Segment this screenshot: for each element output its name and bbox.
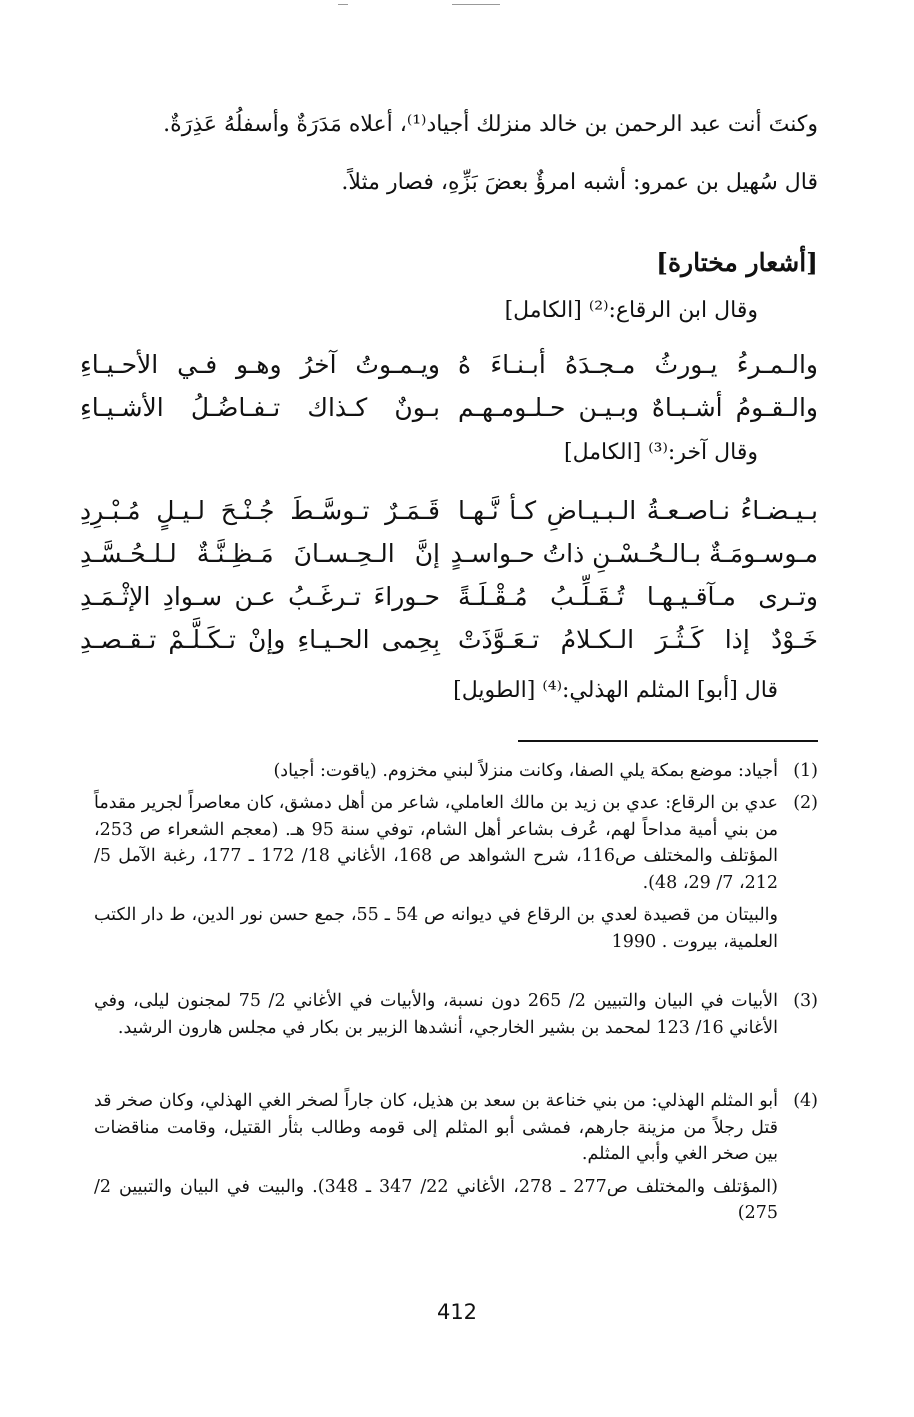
footnote-text: أجياد: موضع بمكة يلي الصفا، وكانت منزلاً لبني مخزوم. (ياقوت: أجياد) — [273, 761, 778, 781]
footnote — [94, 758, 818, 785]
verse-first-hemistich: والـمـرءُ يـورثُ مـجـدَهُ أبـنـاءَ هُ — [458, 350, 818, 379]
scan-mark — [338, 4, 348, 5]
poem-intro: قال [أبو] المثلم الهذلي:⁽⁴⁾ [الطويل] — [453, 678, 778, 703]
footnote-text: والبيتان من قصيدة لعدي بن الرقاع في ديوانه ص 54 ـ 55، جمع حسن نور الدين، ط دار الكتب العلمية، بيروت . 1990 — [94, 905, 778, 952]
footnote-separator — [518, 740, 818, 742]
verse-second-hemistich: ويـمـوتُ آخرُ وهـو فـي الأحـيـاءِ — [80, 350, 440, 379]
prose-line: وكنتَ أنت عبد الرحمن بن خالد منزلك أجياد⁽¹⁾، أعلاه مَدَرَةٌ وأسفلُهُ عَذِرَةٌ. — [163, 112, 818, 137]
poem-intro: وقال آخر:⁽³⁾ [الكامل] — [563, 440, 758, 465]
verse-second-hemistich: بِحِمى الحـيـاءِ وإنْ تـكَـلَّـمْ تـقـصـدِ — [80, 625, 440, 654]
verse-second-hemistich: بـونٌ كـذاك تـفـاضُـلُ الأشـيـاءِ — [80, 393, 440, 422]
verse-first-hemistich: وتـرى مـآقـيـهـا تُـقَـلِّـبُ مُـقْـلَـةً — [458, 582, 818, 611]
footnote-number: (1) — [793, 761, 818, 781]
verse-first-hemistich: خَـوْدٌ إذا كَـثُـرَ الـكـلامُ تـعَـوَّذَتْ — [458, 625, 818, 654]
verse-first-hemistich: بـيـضـاءُ نـاصـعـةُ الـبـيـاضِ كـأ نَّـهـا — [458, 496, 818, 525]
verse-first-hemistich: والـقـومُ أشـبـاهٌ وبـيـن حـلـومـهـم — [458, 393, 818, 422]
verse-second-hemistich: قَـمَـرٌ تـوسَّـطَ جُـنْـحَ لـيـلٍ مُـبْـرِدِ — [80, 496, 440, 525]
footnote — [94, 790, 818, 955]
page-number: 412 — [436, 1300, 478, 1324]
section-heading: [أشعار مختارة] — [656, 248, 818, 277]
footnote-number: (2) — [793, 793, 818, 813]
footnote — [94, 988, 818, 1041]
verse-second-hemistich: حـوراءَ تـرغَـبُ عـن سـوادِ الإثْـمَـدِ — [80, 582, 440, 611]
footnote — [94, 1088, 818, 1227]
poem-intro: وقال ابن الرقاع:⁽²⁾ [الكامل] — [504, 298, 758, 323]
footnote-text: أبو المثلم الهذلي: من بني خناعة بن سعد بن هذيل، كان جاراً لصخر الغي الهذلي، وكان صخر قد قتل رجلاً من مزينة جارهم، فمشى أبو المثلم إلى قومه وطالب بثأر القتيل، وقامت مناقضات بين صخر الغي وأبي المثلم. — [94, 1091, 778, 1164]
footnote-text: الأبيات في البيان والتبيين 2/ 265 دون نسبة، والأبيات في الأغاني 2/ 75 لمجنون ليلى، وفي الأغاني 16/ 123 لمحمد بن بشير الخارجي، أنشدها الزبير بن بكار في مجلس هارون الرشيد. — [94, 991, 778, 1038]
footnote-text: (المؤتلف والمختلف ص277 ـ 278، الأغاني 22/ 347 ـ 348). والبيت في البيان والتبيين 2/ 275) — [94, 1176, 778, 1223]
footnote-number: (4) — [793, 1091, 818, 1111]
prose-line: قال سُهيل بن عمرو: أشبه امرؤٌ بعضَ بَزِّهِ، فصار مثلاً. — [341, 170, 818, 195]
scan-mark — [452, 4, 500, 5]
footnote-text: عدي بن الرقاع: عدي بن زيد بن مالك العاملي، شاعر من أهل دمشق، كان معاصراً لجرير مقدماً من بني أمية مداحاً لهم، عُرف بشاعر أهل الشام، توفي سنة 95 هـ. (معجم الشعراء ص 253، المؤتلف والمختلف ص116، شرح الشواهد ص 168، الأغاني 18/ 172 ـ 177، رغبة الآمل 5/ 212، 7/ 29، 48). — [94, 793, 778, 893]
verse-first-hemistich: مـوسـومَـةٌ بـالـحُـسْـنِ ذاتُ حـواسـدٍ — [450, 539, 818, 568]
footnote-number: (3) — [793, 991, 818, 1011]
verse-second-hemistich: إنَّ الـحِـسـانَ مَـظِـنَّـةٌ لـلـحُـسَّـدِ — [80, 539, 440, 568]
